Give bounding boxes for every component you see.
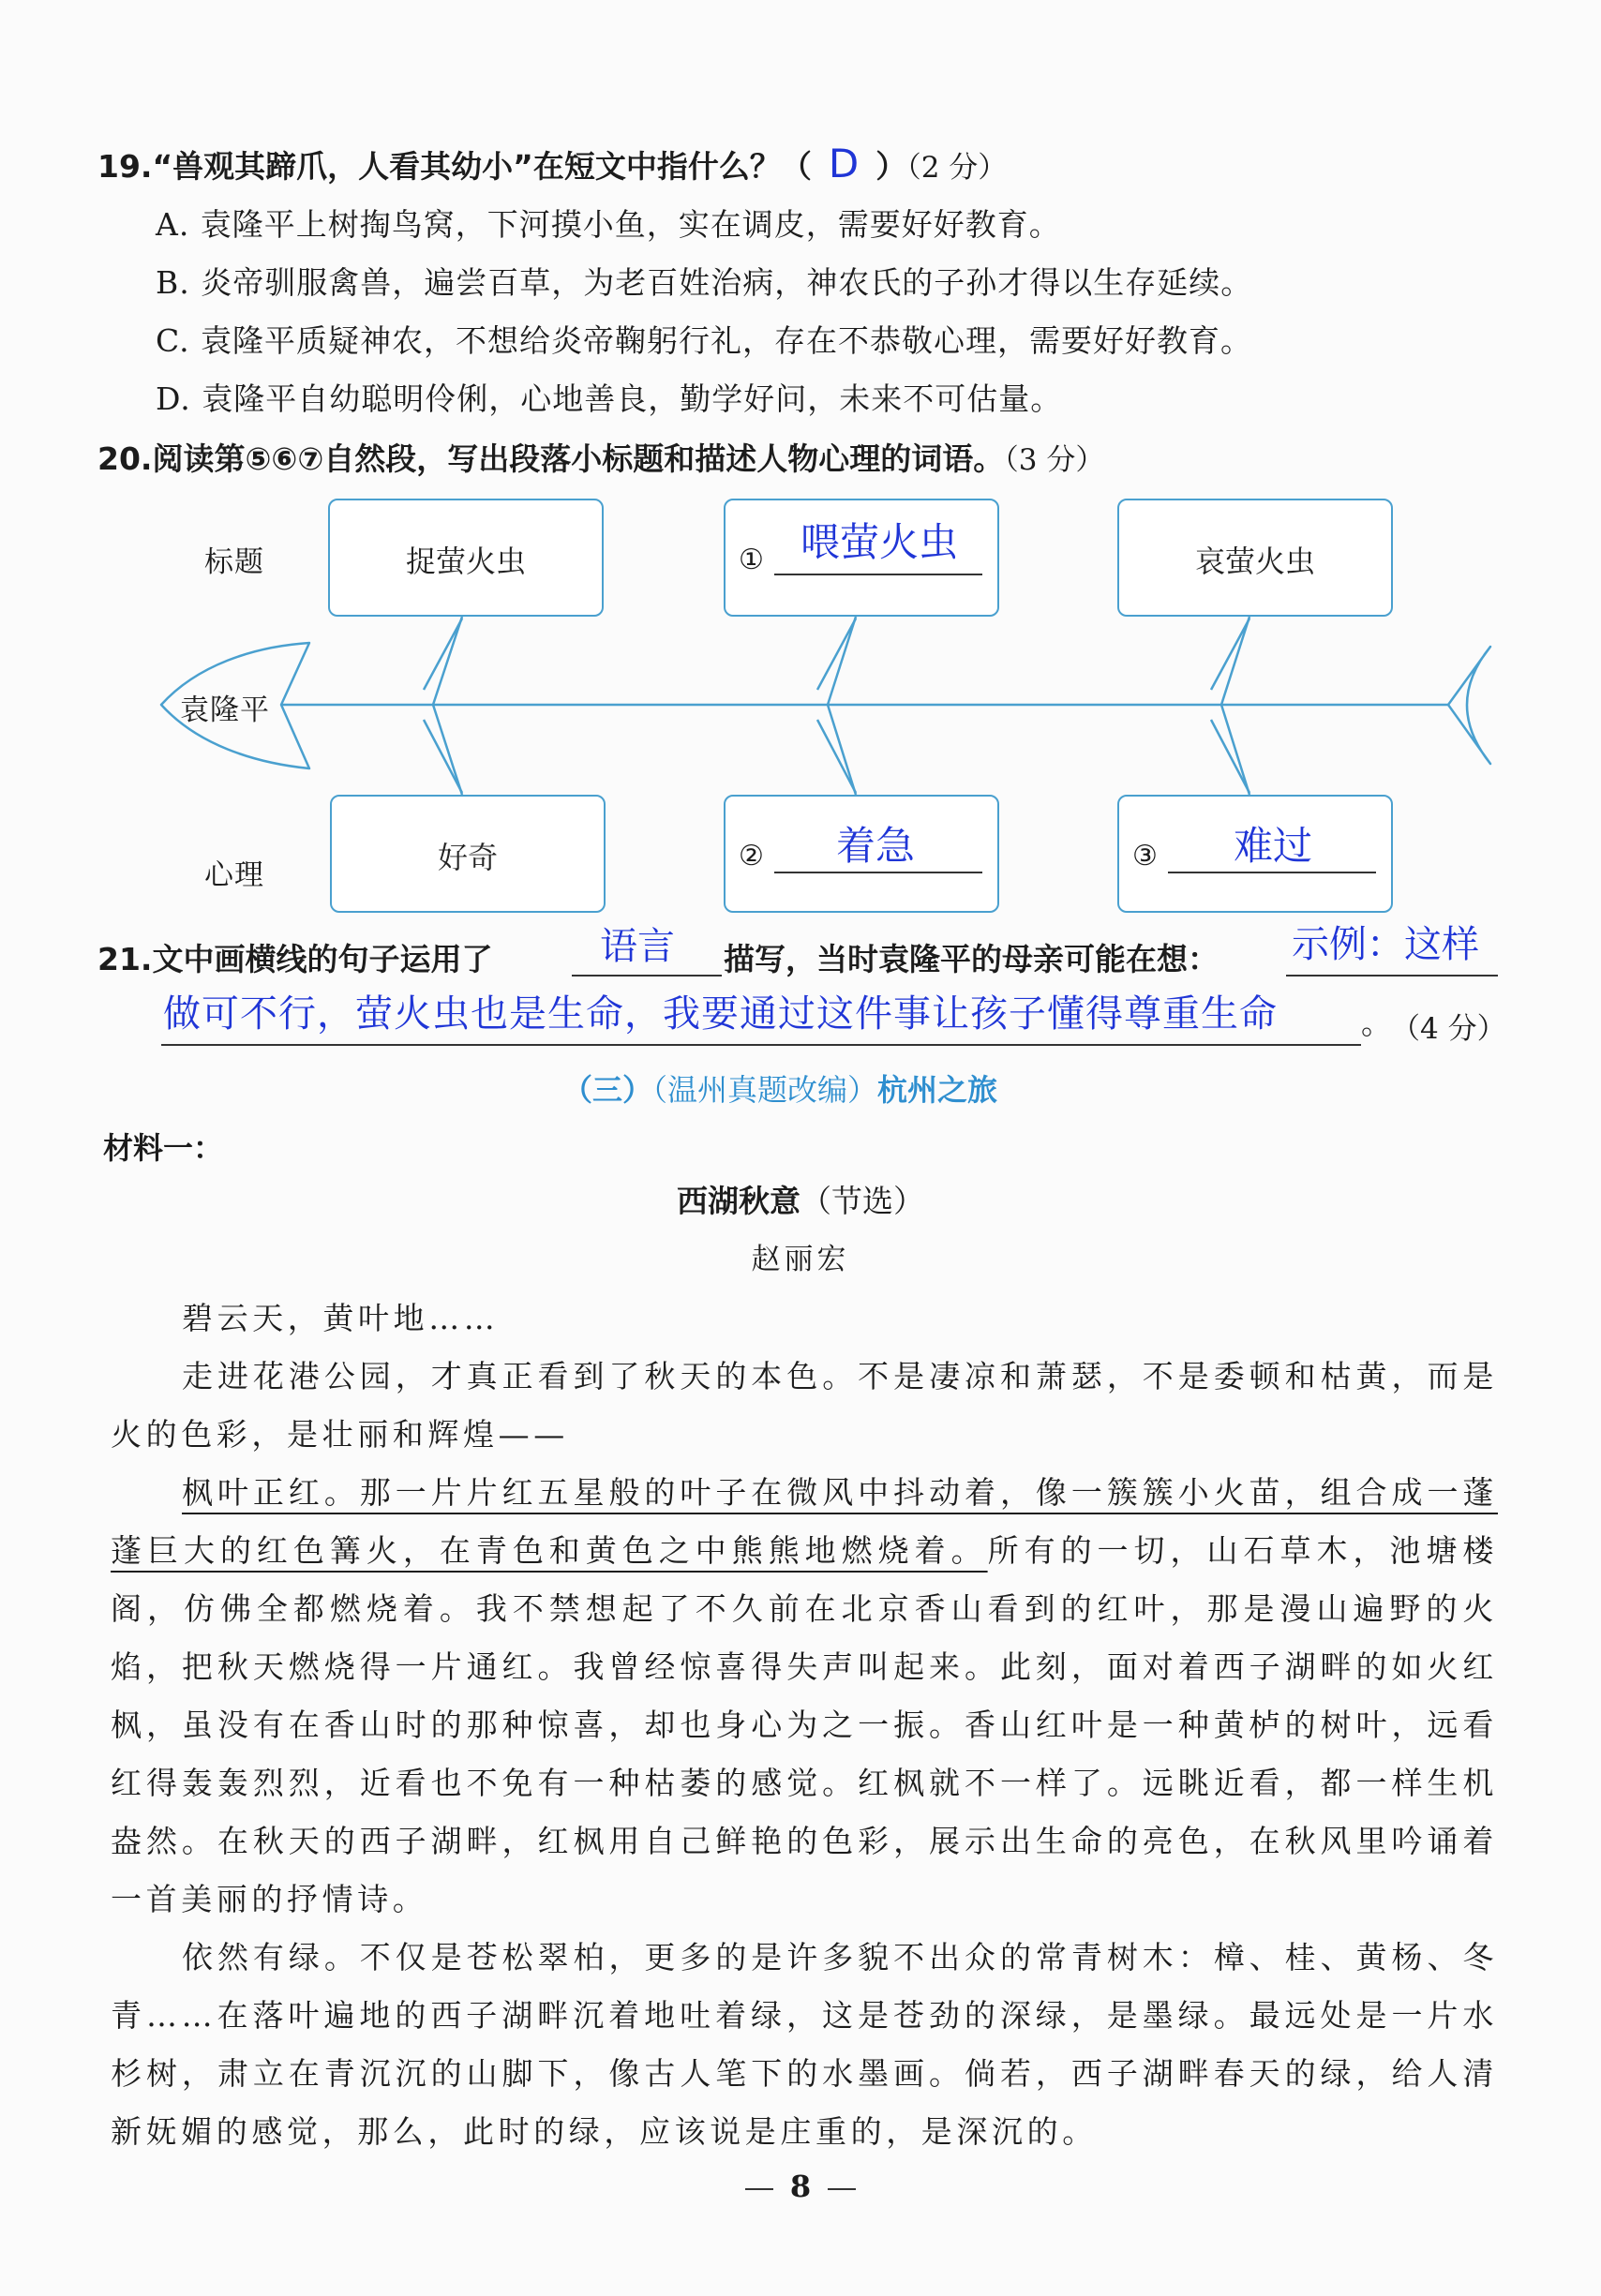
title-box-1 (328, 499, 604, 617)
fishbone-tail (1448, 647, 1490, 764)
mind-box-1-text: 好奇 (437, 840, 498, 875)
section3-title (562, 1066, 997, 1110)
q19-option-a: A. 袁隆平上树掏鸟窝，下河摸小鱼，实在调皮，需要好好教育。 (156, 206, 1061, 243)
material1-label: 材料一： (103, 1130, 224, 1166)
underlined-sentence: 枫叶正红。那一片片红五星般的叶子在微风中抖动着，像一簇簇小火苗，组合成一蓬蓬巨大的红色篝火，在青色和黄色之中熊熊地燃烧着。 (111, 1474, 1498, 1569)
title-box-3-text: 哀萤火虫 (1194, 544, 1315, 579)
q21-part2: 描写，当时袁隆平的母亲可能在想： (724, 941, 1219, 977)
q19-stem-text: “兽观其蹄爪，人看其幼小”在短文中指什么？（ (152, 148, 812, 185)
q21-line1 (97, 935, 492, 979)
q19-number: 19. (97, 148, 153, 185)
section3-name: 杭州之旅 (877, 1072, 998, 1108)
rib-bottom-1 (433, 705, 462, 795)
q20-points: （3 分） (1004, 443, 1105, 477)
mind-box-2-answer[interactable]: 着急 (836, 823, 916, 869)
mind-box-3-blank (1168, 872, 1376, 873)
footer-dash-left (745, 2188, 773, 2190)
paragraph-1: 碧云天，黄叶地…… (182, 1300, 500, 1336)
page-footer (0, 2169, 1601, 2204)
q21-blank1 (572, 975, 722, 977)
row-label-title: 标题 (204, 545, 264, 579)
q21-blank2 (1286, 975, 1498, 977)
article-title-text: 西湖秋意 (677, 1183, 800, 1219)
q19-close: ） (875, 148, 907, 185)
title-box-2-marker: ① (739, 544, 764, 576)
mind-box-3-answer[interactable]: 难过 (1234, 823, 1313, 869)
q19-option-b: B. 炎帝驯服禽兽，遍尝百草，为老百姓治病，神农氏的子孙才得以生存延续。 (156, 264, 1253, 301)
mind-box-2-marker: ② (739, 840, 764, 872)
mind-box-2 (724, 795, 999, 913)
q21-number: 21. (97, 941, 153, 977)
q19-answer[interactable]: D (828, 141, 860, 186)
mind-box-3 (1117, 795, 1393, 913)
q19-points: （2 分） (906, 151, 1008, 185)
page-number: 8 (789, 2169, 812, 2204)
q20-number: 20. (97, 440, 153, 477)
title-box-2-blank (774, 574, 982, 575)
rib-top-1 (433, 617, 462, 705)
q19-option-c: C. 袁隆平质疑神农，不想给炎帝鞠躬行礼，存在不恭敬心理，需要好好教育。 (156, 322, 1253, 359)
paragraph-4: 依然有绿。不仅是苍松翠柏，更多的是许多貌不出众的常青树木：樟、桂、黄杨、冬青……在落叶遍地的西子湖畔沉着地吐着绿，这是苍劲的深绿，是墨绿。最远处是一片水杉树，肃立在青沉沉的山脚下，像古人笔下的水墨画。倘若，西子湖畔春天的绿，给人清新妩媚的感觉，那么，此时的绿，应该说是庄重的，是深沉的。 (111, 1939, 1498, 2150)
footer-dash-right (828, 2188, 856, 2190)
q21-end: 。 (1361, 1005, 1393, 1041)
q21-answer2-line2[interactable]: 做可不行，萤火虫也是生命，我要通过这件事让孩子懂得尊重生命 (163, 992, 1278, 1036)
paragraph-2: 走进花港公园，才真正看到了秋天的本色。不是凄凉和萧瑟，不是委顿和枯黄，而是火的色彩，是壮丽和辉煌—— (111, 1358, 1498, 1453)
section3-label: （三） (562, 1072, 653, 1108)
title-box-2-answer[interactable]: 喂萤火虫 (800, 519, 959, 565)
section3-source: （温州真题改编） (652, 1072, 878, 1108)
paragraph-3 (111, 1464, 1498, 1929)
q21-answer2-line1[interactable]: 示例：这样 (1292, 923, 1479, 966)
mind-box-3-marker: ③ (1132, 840, 1158, 872)
paragraph-3-rest: 所有的一切，山石草木，池塘楼阁，仿佛全都燃烧着。我不禁想起了不久前在北京香山看到的红叶，那是漫山遍野的火焰，把秋天燃烧得一片通红。我曾经惊喜得失声叫起来。此刻，面对着西子湖畔的如火红枫，虽没有在香山时的那种惊喜，却也身心为之一振。香山红叶是一种黄栌的树叶，远看红得轰轰烈烈，近看也不免有一种枯萎的感觉。红枫就不一样了。远眺近看，都一样生机盎然。在秋天的西子湖畔，红枫用自己鲜艳的色彩，展示出生命的亮色，在秋风里吟诵着一首美丽的抒情诗。 (111, 1532, 1498, 1917)
q20-stem-text: 阅读第⑤⑥⑦自然段，写出段落小标题和描述人物心理的词语。 (152, 440, 1005, 477)
mind-box-2-blank (774, 872, 982, 873)
article-title (0, 1177, 1601, 1221)
q21-blank3 (161, 1044, 1361, 1046)
q19-option-d: D. 袁隆平自幼聪明伶俐，心地善良，勤学好问，未来不可估量。 (156, 380, 1063, 417)
q21-points: （4 分） (1391, 1012, 1506, 1046)
q21-answer1[interactable]: 语言 (600, 925, 675, 968)
title-box-1-text: 捉萤火虫 (405, 544, 526, 579)
article-author: 赵丽宏 (751, 1243, 850, 1276)
article-title-note: （节选） (800, 1183, 924, 1219)
title-box-2 (724, 499, 999, 617)
q21-part1: 文中画横线的句子运用了 (152, 941, 493, 977)
title-box-3 (1117, 499, 1393, 617)
mind-box-1 (330, 795, 606, 913)
fish-head-label: 袁隆平 (180, 693, 270, 727)
row-label-mind: 心理 (204, 858, 264, 892)
